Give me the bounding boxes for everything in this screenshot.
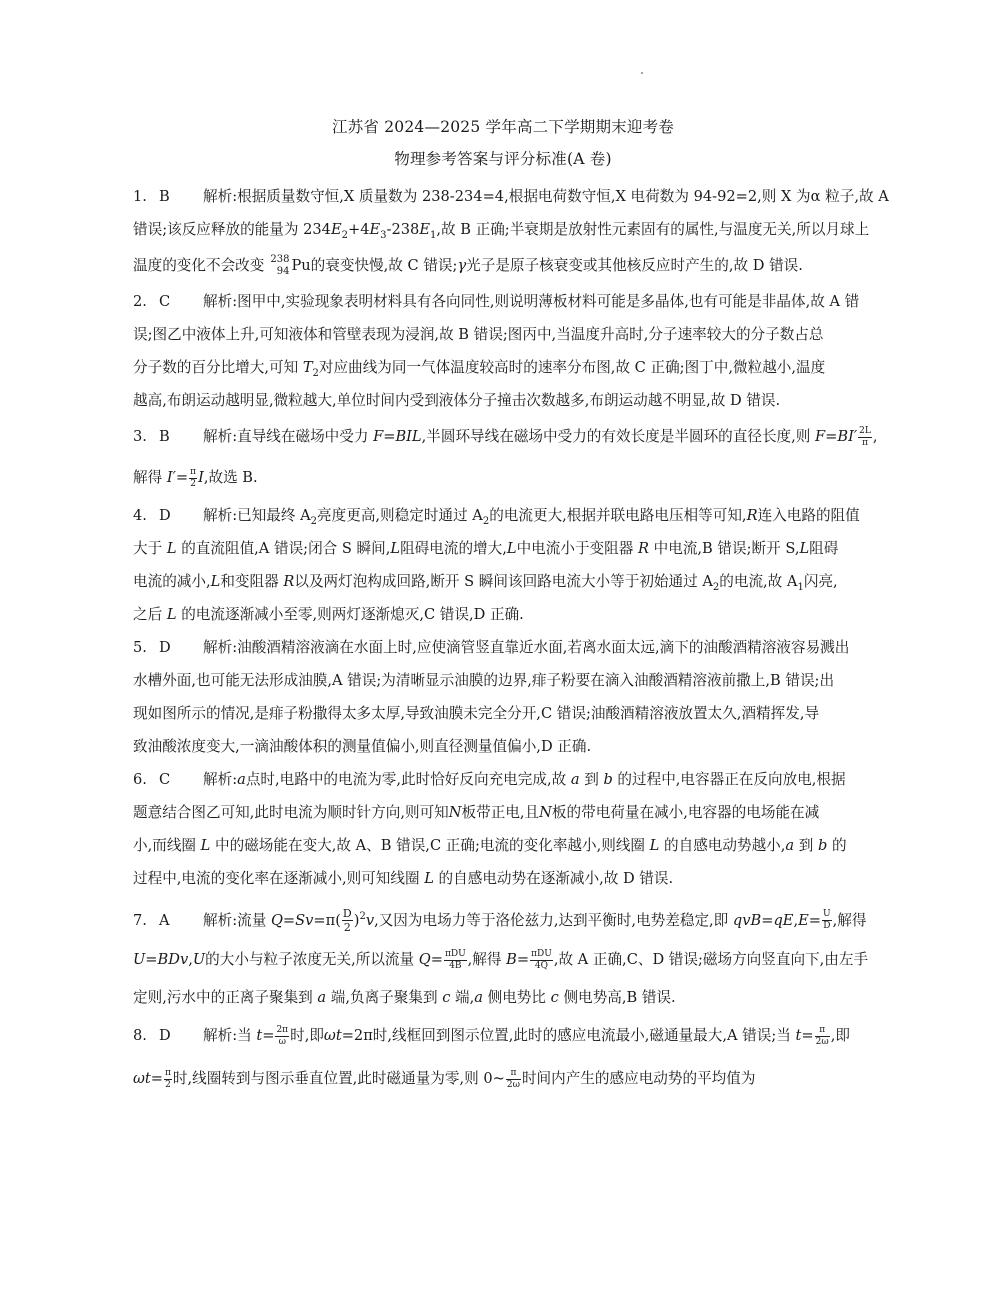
- q7-line-2: U=BDv,U的大小与粒子浓度无关,所以流量 Q= $\frac{\text{πDU}}{4B}$ ,解得 B= $\frac{\text{πDU}}{4Q}$ ,故 A 正确,C、D 错误;磁场方向竖直向下,由左手: [133, 948, 869, 971]
- q4-line-1: 4. D 解析:已知最终 $A_2$亮度更高,则稳定时通过 $A_2$的电流更大,根据并联电路电压相等可知,R连入电路的阻值: [133, 499, 873, 532]
- q3-line-2: 解得 I′= $\frac{\pi}{2}$ I,故选 B.: [133, 466, 258, 489]
- fraction: $\frac{2L}{\pi}$: [859, 425, 871, 448]
- q6-number: 6.: [133, 771, 147, 788]
- fraction: $\frac{\pi}{2}$: [190, 466, 197, 489]
- q1-line-1: [133, 180, 889, 213]
- q2-line-3: 分子数的百分比增大,可知 $T_2$对应曲线为同一气体温度较高时的速率分布图,故 C 正确;图丁中,微粒越小,温度: [133, 359, 826, 379]
- q7-answer: A: [159, 911, 170, 929]
- q5-line-4: 致油酸浓度变大,一滴油酸体积的测量值偏小,则直径测量值偏小,D 正确.: [133, 738, 592, 755]
- q3-line-1: 3. B 解析:直导线在磁场中受力 F=BIL,半圆环导线在磁场中受力的有效长度是半圆环的直径长度,则 F=BI′ $\frac{2L}{\pi}$ ,: [133, 417, 873, 456]
- q4-line-2: 大于 L 的直流阻值,A 错误;闭合 S 瞬间,L阻碍电流的增大,L中电流小于变阻器 R 中电流,B 错误;断开 S,L阻碍: [133, 540, 839, 557]
- fraction: $\frac{\text{πDU}}{4Q}$: [531, 948, 552, 971]
- answers-body: [133, 180, 889, 1100]
- fraction: $\frac{\text{πDU}}{4B}$: [444, 948, 466, 971]
- q4-line-4: 之后 L 的电流逐渐减小至零,则两灯逐渐熄灭,C 错误,D 正确.: [133, 606, 524, 623]
- q2-answer: C: [159, 293, 171, 310]
- q7-line-3: 定则,污水中的正离子聚集到 a 端,负离子聚集到 c 端,a 侧电势比 c 侧电势高,B 错误.: [133, 989, 676, 1006]
- q2-number: 2.: [133, 293, 147, 310]
- q8-line-2: ωt= $\frac{\pi}{2}$ 时,线圈转到与图示垂直位置,此时磁通量为零,则 0~ $\frac{\pi}{2\omega}$ 时间内产生的感应电动势的平均值为: [133, 1067, 756, 1090]
- page-subtitle: 物理参考答案与评分标准(A 卷): [394, 150, 612, 168]
- q5-number: 5.: [133, 639, 147, 656]
- q8-answer: D: [159, 1027, 171, 1044]
- q4-line-3: 电流的减小,L和变阻器 R以及两灯泡构成回路,断开 S 瞬间该回路电流大小等于初始通过 $A_2$的电流,故 $A_1$闪亮,: [133, 573, 838, 593]
- q7-line-1: 7. A 解析:流量 Q=Sv=π( $\frac{D}{2}$ )$^2$v,又因为电场力等于洛伦兹力,达到平衡时,电势差稳定,即 qvB=qE,E= $\frac{U}{D}$ ,解得: [133, 895, 873, 938]
- fraction: $\frac{2\pi}{\omega}$: [276, 1024, 289, 1047]
- scan-speck: [641, 72, 643, 74]
- q3-answer: B: [159, 428, 170, 445]
- q1-answer: B: [159, 188, 170, 205]
- q6-line-3: 小,而线圈 L 中的磁场能在变大,故 A、B 错误,C 正确;电流的变化率越小,则线圈 L 的自感电动势越小,a 到 b 的: [133, 837, 847, 854]
- q8-line-1: 8. D 解析:当 t= $\frac{2\pi}{\omega}$ 时,即ωt=2π时,线框回到图示位置,此时的感应电流最小,磁通量最大,A 错误;当 t= $\frac{\pi}{2\omega}$ ,即: [133, 1014, 873, 1057]
- fraction: $\frac{\pi}{2}$: [165, 1067, 171, 1090]
- q7-number: 7.: [133, 911, 147, 929]
- page-title: 江苏省 2024—2025 学年高二下学期期末迎考卷: [332, 118, 674, 136]
- q5-answer: D: [159, 639, 171, 656]
- q8-number: 8.: [133, 1027, 147, 1044]
- q6-line-4: 过程中,电流的变化率在逐渐减小,则可知线圈 L 的自感电动势在逐渐减小,故 D 错误.: [133, 870, 674, 887]
- fraction: $\frac{U}{D}$: [823, 909, 831, 932]
- q6-line-2: 题意结合图乙可知,此时电流为顺时针方向,则可知N板带正电,且N板的带电荷量在减小,电容器的电场能在减: [133, 804, 820, 821]
- q5-line-2: 水槽外面,也可能无法形成油膜,A 错误;为清晰显示油膜的边界,痱子粉要在滴入油酸酒精溶液前撒上,B 错误;出: [133, 672, 835, 689]
- q3-number: 3.: [133, 428, 147, 445]
- q6-line-1: 6. C 解析:a点时,电路中的电流为零,此时恰好反向充电完成,故 a 到 b 的过程中,电容器正在反向放电,根据: [133, 763, 873, 796]
- q1-number: 1.: [133, 188, 147, 205]
- q1-text: 解析:根据质量数守恒,X 质量数为 238-234=4,根据电荷数守恒,X 电荷数为 94-92=2,则 X 为α 粒子,故 A: [203, 188, 889, 205]
- fraction: $\frac{\pi}{2\omega}$: [506, 1067, 520, 1090]
- fraction: $\frac{\pi}{2\omega}$: [815, 1024, 829, 1047]
- q2-line-4: 越高,布朗运动越明显,微粒越大,单位时间内受到液体分子撞击次数越多,布朗运动越不明显,故 D 错误.: [133, 392, 781, 409]
- q2-line-1: 2. C 解析:图甲中,实验现象表明材料具有各向同性,则说明薄板材料可能是多晶体,也有可能是非晶体,故 A 错: [133, 285, 873, 318]
- q1-line-2: 错误;该反应释放的能量为 $234E_2+4E_3-238E_1$,故 B 正确;半衰期是放射性元素固有的属性,与温度无关,所以月球上: [133, 221, 870, 241]
- q1-line-3: 温度的变化不会改变 238 94 Pu的衰变快慢,故 C 错误;γ光子是原子核衰变或其他核反应时产生的,故 D 错误.: [133, 254, 803, 277]
- q5-line-1: 5. D 解析:油酸酒精溶液滴在水面上时,应使滴管竖直靠近水面,若离水面太远,滴下的油酸酒精溶液容易溅出: [133, 631, 873, 664]
- q2-line-2: 误;图乙中液体上升,可知液体和管壁表现为浸润,故 B 错误;图丙中,当温度升高时,分子速率较大的分子数占总: [133, 326, 824, 343]
- q4-answer: D: [159, 507, 171, 524]
- fraction: $\frac{D}{2}$: [342, 907, 352, 935]
- q5-line-3: 现如图所示的情况,是痱子粉撒得太多太厚,导致油膜未完全分开,C 错误;油酸酒精溶液放置太久,酒精挥发,导: [133, 705, 820, 722]
- q4-number: 4.: [133, 507, 147, 524]
- q6-answer: C: [159, 771, 171, 788]
- isotope-notation: 238 94: [270, 254, 290, 277]
